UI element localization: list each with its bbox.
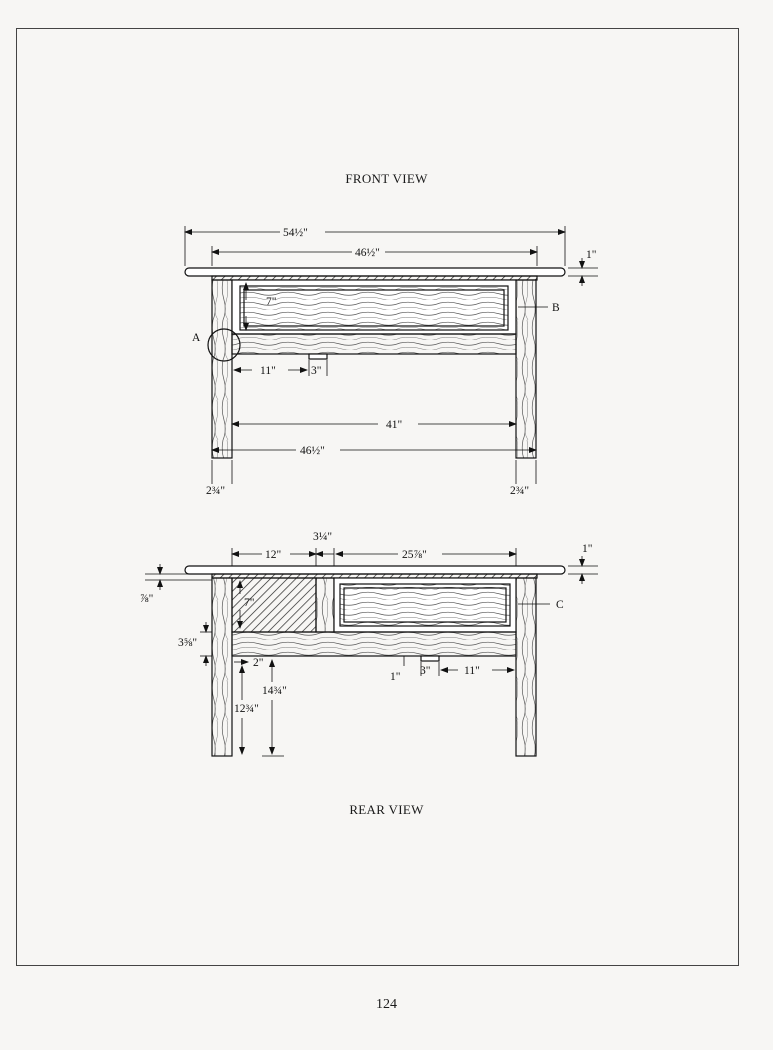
dim-rail-height: 3⅝" [178,637,198,649]
dim-rear-tab-width: 3" [420,665,431,677]
label-a: A [192,332,201,344]
label-c: C [556,599,564,611]
dim-leg-to-tab: 11" [260,365,276,377]
rear-leg-left [212,578,232,756]
page-number: 124 [376,997,397,1012]
front-view-title: FRONT VIEW [345,171,428,186]
dim-rail-to-floor: 14¾" [262,685,287,697]
dim-tab-to-leg: 11" [464,665,480,677]
dim-drawer-width: 25⅞" [402,549,427,561]
rear-rail-tab [421,656,439,661]
rear-divider [316,578,334,632]
rear-leg-right [516,578,536,756]
dim-tab-height: 1" [390,671,401,683]
dim-top-thickness: 1" [586,249,597,261]
dim-tab-width: 3" [311,365,322,377]
front-rail-tab [309,354,327,359]
dim-divider: 3¼" [313,531,333,543]
front-lower-rail [232,334,516,354]
rear-view-title: REAR VIEW [349,802,424,817]
front-drawer-panel [240,286,508,330]
dim-leg-to-floor: 12¾" [234,703,259,715]
front-leg-left [212,280,232,458]
dim-overhang: ⅞" [140,593,154,605]
dim-between-legs: 41" [386,419,403,431]
dim-open-bay: 12" [265,549,282,561]
front-top-edge [212,276,537,280]
label-b: B [552,302,560,314]
dim-outer-legs: 46½" [300,445,325,457]
rear-tabletop [185,566,565,574]
front-tabletop [185,268,565,276]
dim-drawer-height: 7" [266,296,277,308]
dim-rear-drawer-height: 7" [244,597,255,609]
dim-leg-left: 2¾" [206,485,226,497]
dim-apron-width: 46½" [355,247,380,259]
dim-leg-right: 2¾" [510,485,530,497]
front-view-drawing [185,268,565,458]
rear-drawer-panel [340,584,510,626]
dim-overall-width: 54½" [283,227,308,239]
dim-notch: 2" [253,657,264,669]
rear-lower-rail [232,632,516,656]
dim-rear-top-thickness: 1" [582,543,593,555]
